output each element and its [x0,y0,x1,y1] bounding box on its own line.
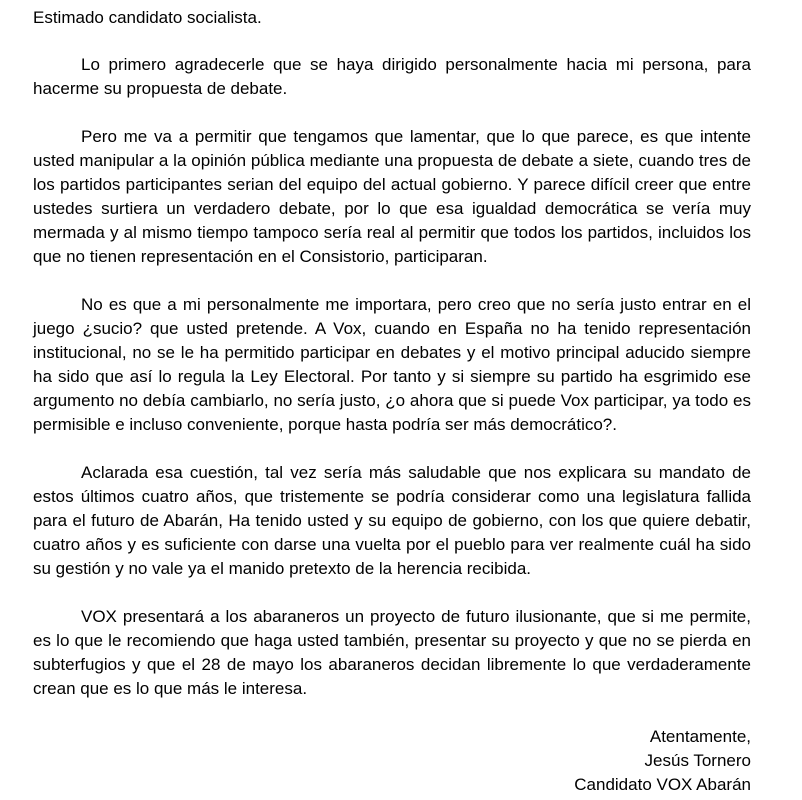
letter-greeting: Estimado candidato socialista. [33,8,262,27]
paragraph-1: Lo primero agradecerle que se haya dirigido personalmente hacia mi persona, para hacerme su propuesta de debate. [33,55,751,98]
letter-page [33,0,751,800]
paragraph-3: No es que a mi personalmente me importara, pero creo que no sería justo entrar en el juego ¿sucio? que usted pretende. A Vox, cuando en España no ha tenido representación institucional, no se le ha permitido participar en debates y el motivo principal aducido siempre ha sido que así lo regula la Ley Electoral. Por tanto y si siempre su partido ha esgrimido ese argumento no debía cambiarlo, no sería justo, ¿o ahora que si puede Vox participar, ya todo es permisible e incluso conveniente, porque hasta podría ser más democrático?. [33,295,751,434]
paragraph-4: Aclarada esa cuestión, tal vez sería más saludable que nos explicara su mandato de estos últimos cuatro años, que tristemente se podría considerar como una legislatura fallida para el futuro de Abarán, Ha tenido usted y su equipo de gobierno, con los que quiere debatir, cuatro años y es suficiente con darse una vuelta por el pueblo para ver realmente cuál ha sido su gestión y no vale ya el manido pretexto de la herencia recibida. [33,463,751,578]
signer-name: Jesús Tornero [644,751,751,770]
signer-title: Candidato VOX Abarán [574,775,751,794]
paragraph-5: VOX presentará a los abaraneros un proyecto de futuro ilusionante, que si me permite, es lo que le recomiendo que haga usted también, presentar su proyecto y que no se pierda en subterfugios y que el 28 de mayo los abaraneros decidan libremente lo que verdaderamente crean que es lo que más le interesa. [33,607,751,698]
paragraph-2: Pero me va a permitir que tengamos que lamentar, que lo que parece, es que intente usted manipular a la opinión pública mediante una propuesta de debate a siete, cuando tres de los partidos participantes serian del equipo del actual gobierno. Y parece difícil creer que entre ustedes surtiera un verdadero debate, por lo que esa igualdad democrática se vería muy mermada y al mismo tiempo tampoco sería real al permitir que todos los partidos, incluidos los que no tienen representación en el Consistorio, participaran. [33,127,751,266]
signature-block [574,725,751,797]
closing-line: Atentamente, [649,727,751,746]
